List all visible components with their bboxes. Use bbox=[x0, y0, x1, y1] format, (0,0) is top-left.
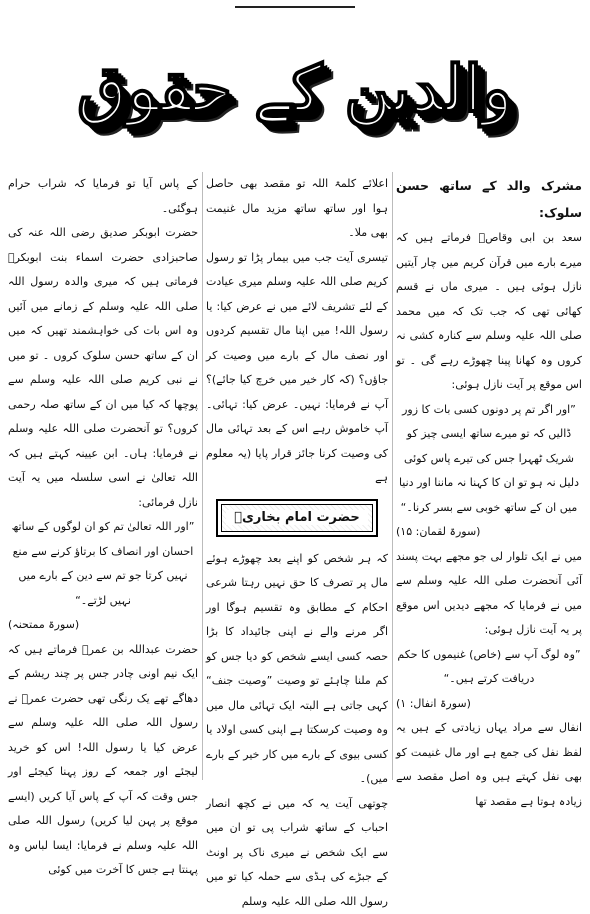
paragraph: چوتھی آیت یہ کہ میں نے کچھ انصار احباب کے ساتھ شراب پی تو ان میں سے ایک شخص نے میری ناک پر اونٹ کے جبڑے کی ہڈی سے حملہ کیا تو میں رسول اللہ صلی اللہ علیہ وسلم bbox=[206, 792, 388, 914]
verse-reference: (سورۃ لقمان: ۱۵) bbox=[396, 520, 582, 545]
paragraph: اعلائے کلمۃ اللہ تو مقصد بھی حاصل ہوا اور ساتھ ساتھ مزید مال غنیمت بھی ملا۔ bbox=[206, 172, 388, 246]
subheading-box bbox=[216, 499, 378, 537]
subheading: حضرت امام بخاریؒ bbox=[226, 510, 368, 525]
verse-reference: (سورۃ انفال: ۱) bbox=[396, 692, 582, 717]
banner bbox=[50, 24, 540, 154]
paragraph: تیسری آیت جب میں بیمار پڑا تو رسول کریم صلی اللہ علیہ وسلم میری عیادت کے لئے تشریف لائے میں نے عرض کیا: یا رسول اللہ! میں اپنا مال تقسیم کردوں اور نصف مال کے بارے میں وصیت کر جاؤں؟ (کہ کار خیر میں خرچ کیا جائے)؟ آپ نے فرمایا: نہیں۔ عرض کیا: تہائی۔ آپ خاموش رہے اس کے بعد تہائی مال کی وصیت کرنا جائز قرار پایا (یہ معلوم ہے bbox=[206, 246, 388, 491]
paragraph: میں نے ایک تلوار لی جو مجھے بہت پسند آئی آنحضرت صلی اللہ علیہ وسلم سے میں نے فرمایا کہ مجھے دیدیں اس موقع پر یہ آیت نازل ہوئی: bbox=[396, 545, 582, 643]
column-divider bbox=[202, 172, 203, 780]
top-rule bbox=[235, 0, 355, 8]
paragraph: حضرت ابوبکر صدیق رضی اللہ عنہ کی صاحبزادی حضرت اسماء بنت ابوبکرؓ فرماتی ہیں کہ میری والدہ رسول اللہ صلی اللہ علیہ وسلم کے زمانے میں آئیں وہ اس بات کی خواہشمند تھیں کہ میں ان کے ساتھ حسن سلوک کروں ۔ تو میں نے نبی کریم صلی اللہ علیہ وسلم سے پوچھا کہ کیا میں ان کے ساتھ صلہ رحمی کروں؟ تو آنحضرت صلی اللہ علیہ وسلم نے فرمایا: ہاں۔ ابن عیینہ کہتے ہیں کہ اللہ تعالیٰ نے اسی سلسلہ میں یہ آیت نازل فرمائی: bbox=[8, 221, 198, 515]
column-divider bbox=[392, 172, 393, 780]
paragraph: انفال سے مراد یہاں زیادتی کے ہیں یہ لفظ نفل کی جمع ہے اور مال غنیمت کو بھی نفل کہتے ہیں وہ اصل مقصد سے زیادہ ہوتا ہے مقصد تھا bbox=[396, 716, 582, 814]
verse: ”اور اللہ تعالیٰ تم کو ان لوگوں کے ساتھ احسان اور انصاف کا برتاؤ کرنے سے منع نہیں کرتا جو تم سے دین کے بارے میں نہیں لڑتے۔“ bbox=[8, 515, 198, 613]
middle-column bbox=[206, 172, 388, 782]
paragraph: سعد بن ابی وقاصؓ فرماتے ہیں کہ میرے بارے میں قرآن کریم میں چار آیتیں نازل ہوئی ہیں ۔ میری ماں نے قسم کھائی تھی کہ جب تک کہ میں محمد صلی اللہ علیہ وسلم سے کنارہ کشی نہ کروں وہ کھانا پینا چھوڑے رہے گی ۔ تو اس موقع پر آیت نازل ہوئی: bbox=[396, 226, 582, 398]
verse-reference: (سورۃ ممتحنہ) bbox=[8, 613, 198, 638]
paragraph: کہ ہر شخص کو اپنے بعد چھوڑے ہوئے مال پر تصرف کا حق نہیں رہتا شرعی احکام کے مطابق وہ تقسیم ہوگا اور اگر مرنے والے نے اپنی جائیداد کا بڑا حصہ کسی ایسے شخص کو دیا جس کو کم ملنا چاہئے تو وصیت ”وصیت جنف“ کہی جاتی ہے البتہ ایک تہائی مال میں وہ وصیت کرسکتا ہے اپنی کسی اولاد یا کسی بیوی کے بارے میں کار خیر کے بارے میں)۔ bbox=[206, 547, 388, 792]
banner-title: والدین کے حقوق bbox=[77, 52, 513, 127]
verse: ”اور اگر تم پر دونوں کسی بات کا زور ڈالیں کہ تو میرے ساتھ ایسی چیز کو شریک ٹھہرا جس کی تیرے پاس کوئی دلیل نہ ہو تو ان کا کہنا نہ ماننا اور دنیا میں ان کے ساتھ خوبی سے بسر کرنا۔“ bbox=[396, 398, 582, 521]
paragraph: حضرت عبداللہ بن عمرؓ فرماتے ہیں کہ ایک نیم اونی چادر جس پر چند ریشم کے دھاگے تھے یک رنگی تھی حضرت عمرؓ نے رسول اللہ صلی اللہ علیہ وسلم سے عرض کیا یا رسول اللہ! اس کو خرید لیجئے اور جمعہ کے روز پہنا کیجئے اور جس وقت کہ آپ کے پاس آیا کریں (ایسے موقع پر پہن لیا کریں) رسول اللہ صلی اللہ علیہ وسلم نے فرمایا: ایسا لباس وہ پہنتا ہے جس کا آخرت میں کوئی bbox=[8, 638, 198, 883]
section-heading: مشرک والد کے ساتھ حسن سلوک: bbox=[396, 172, 582, 226]
paragraph: کے پاس آیا تو فرمایا کہ شراب حرام ہوگئی۔ bbox=[8, 172, 198, 221]
right-column bbox=[396, 172, 582, 782]
left-column bbox=[8, 172, 198, 782]
verse: ”وہ لوگ آپ سے (خاص) غنیموں کا حکم دریافت کرتے ہیں۔“ bbox=[396, 643, 582, 692]
